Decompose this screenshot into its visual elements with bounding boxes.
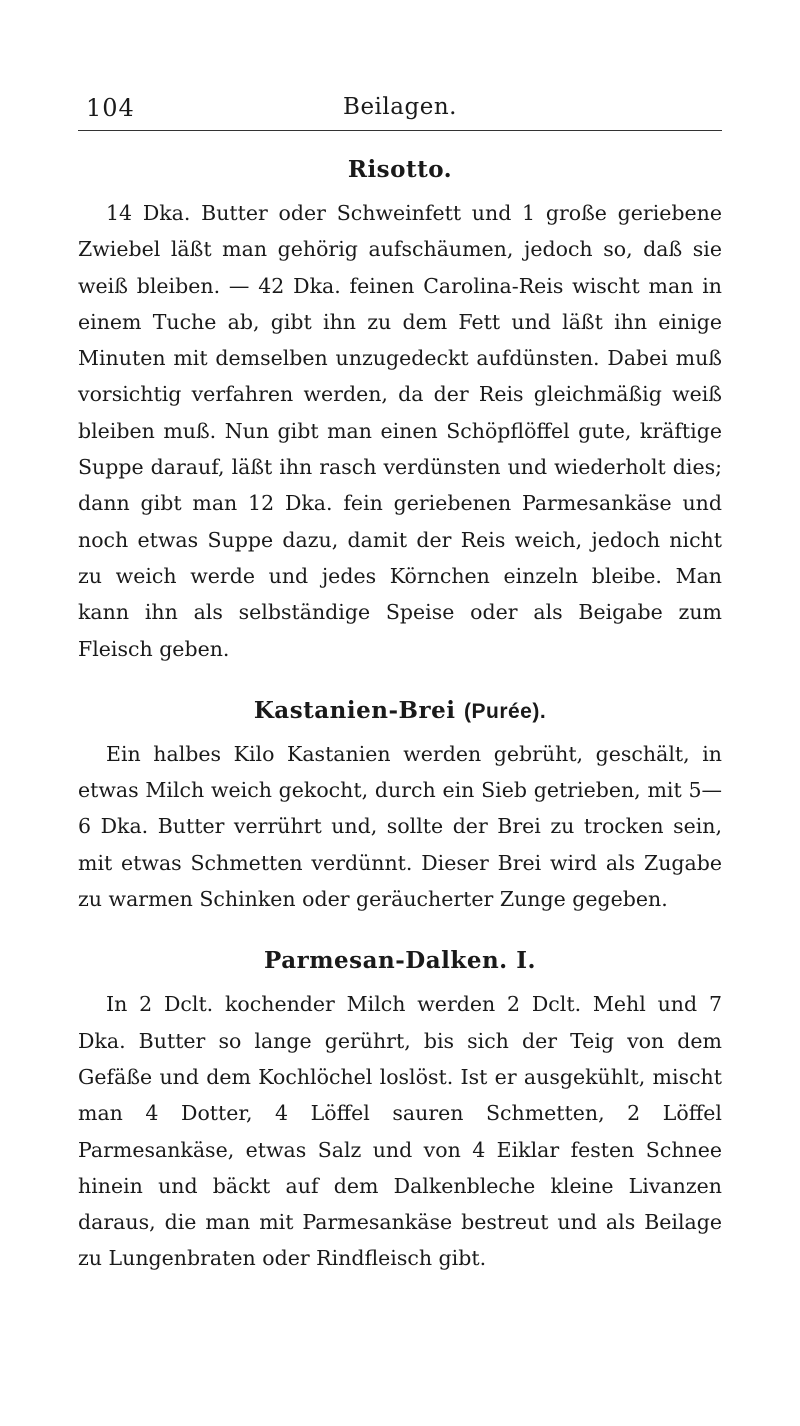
recipe-title-text: Risotto. bbox=[347, 156, 453, 183]
recipe-risotto bbox=[78, 156, 722, 667]
recipe-body: Ein halbes Kilo Kastanien werden gebrüht, geschält, in etwas Milch weich gekocht, durch ein Sieb getrieben, mit 5—6 Dka. Butter verrührt und, sollte der Brei zu trocken sein, mit etwas Schmetten verdünnt. Dieser Brei wird als Zugabe zu warmen Schinken oder geräucherter Zunge gegeben. bbox=[78, 741, 722, 912]
recipe-kastanien-brei bbox=[78, 697, 722, 917]
running-head bbox=[78, 94, 722, 131]
recipe-title bbox=[78, 947, 722, 974]
running-title: Beilagen. bbox=[343, 94, 457, 120]
recipe-body: In 2 Dclt. kochender Milch werden 2 Dclt. Mehl und 7 Dka. Butter so lange gerührt, bis sich der Teig von dem Gefäße und dem Kochlöchel loslöst. Ist er ausgekühlt, mischt man 4 Dotter, 4 Löffel sauren Schmetten, 2 Löffel Parmesankäse, etwas Salz und von 4 Eiklar festen Schnee hinein und bäckt auf dem Dalkenbleche kleine Livanzen daraus, die man mit Parmesankäse bestreut und als Beilage zu Lungenbraten oder Rindfleisch gibt. bbox=[78, 992, 722, 1271]
recipe-title bbox=[78, 156, 722, 183]
page-content bbox=[78, 156, 722, 1307]
recipe-title-extra: I. bbox=[516, 947, 536, 975]
recipe-title-text: Parmesan-Dalken. bbox=[264, 947, 508, 975]
page-number: 104 bbox=[86, 94, 135, 122]
recipe-title-text: Kastanien-Brei bbox=[253, 696, 456, 724]
recipe-parmesan-dalken bbox=[78, 947, 722, 1276]
recipe-body: 14 Dka. Butter oder Schweinfett und 1 große geriebene Zwiebel läßt man gehörig aufschäumen, jedoch so, daß sie weiß bleiben. — 42 Dka. feinen Carolina-Reis wischt man in einem Tuche ab, gibt ihn zu dem Fett und läßt ihn einige Minuten mit demselben unzugedeckt aufdünsten. Dabei muß vorsichtig verfahren werden, da der Reis gleichmäßig weiß bleiben muß. Nun gibt man einen Schöpflöffel gute, kräftige Suppe darauf, läßt ihn rasch verdünsten und wiederholt dies; dann gibt man 12 Dka. fein geriebenen Parmesankäse und noch etwas Suppe dazu, damit der Reis weich, jedoch nicht zu weich werde und jedes Körnchen einzeln bleibe. Man kann ihn als selbständige Speise oder als Beigabe zum Fleisch geben. bbox=[78, 201, 722, 661]
recipe-title-extra: (Purée). bbox=[464, 699, 547, 723]
recipe-title bbox=[78, 697, 722, 724]
